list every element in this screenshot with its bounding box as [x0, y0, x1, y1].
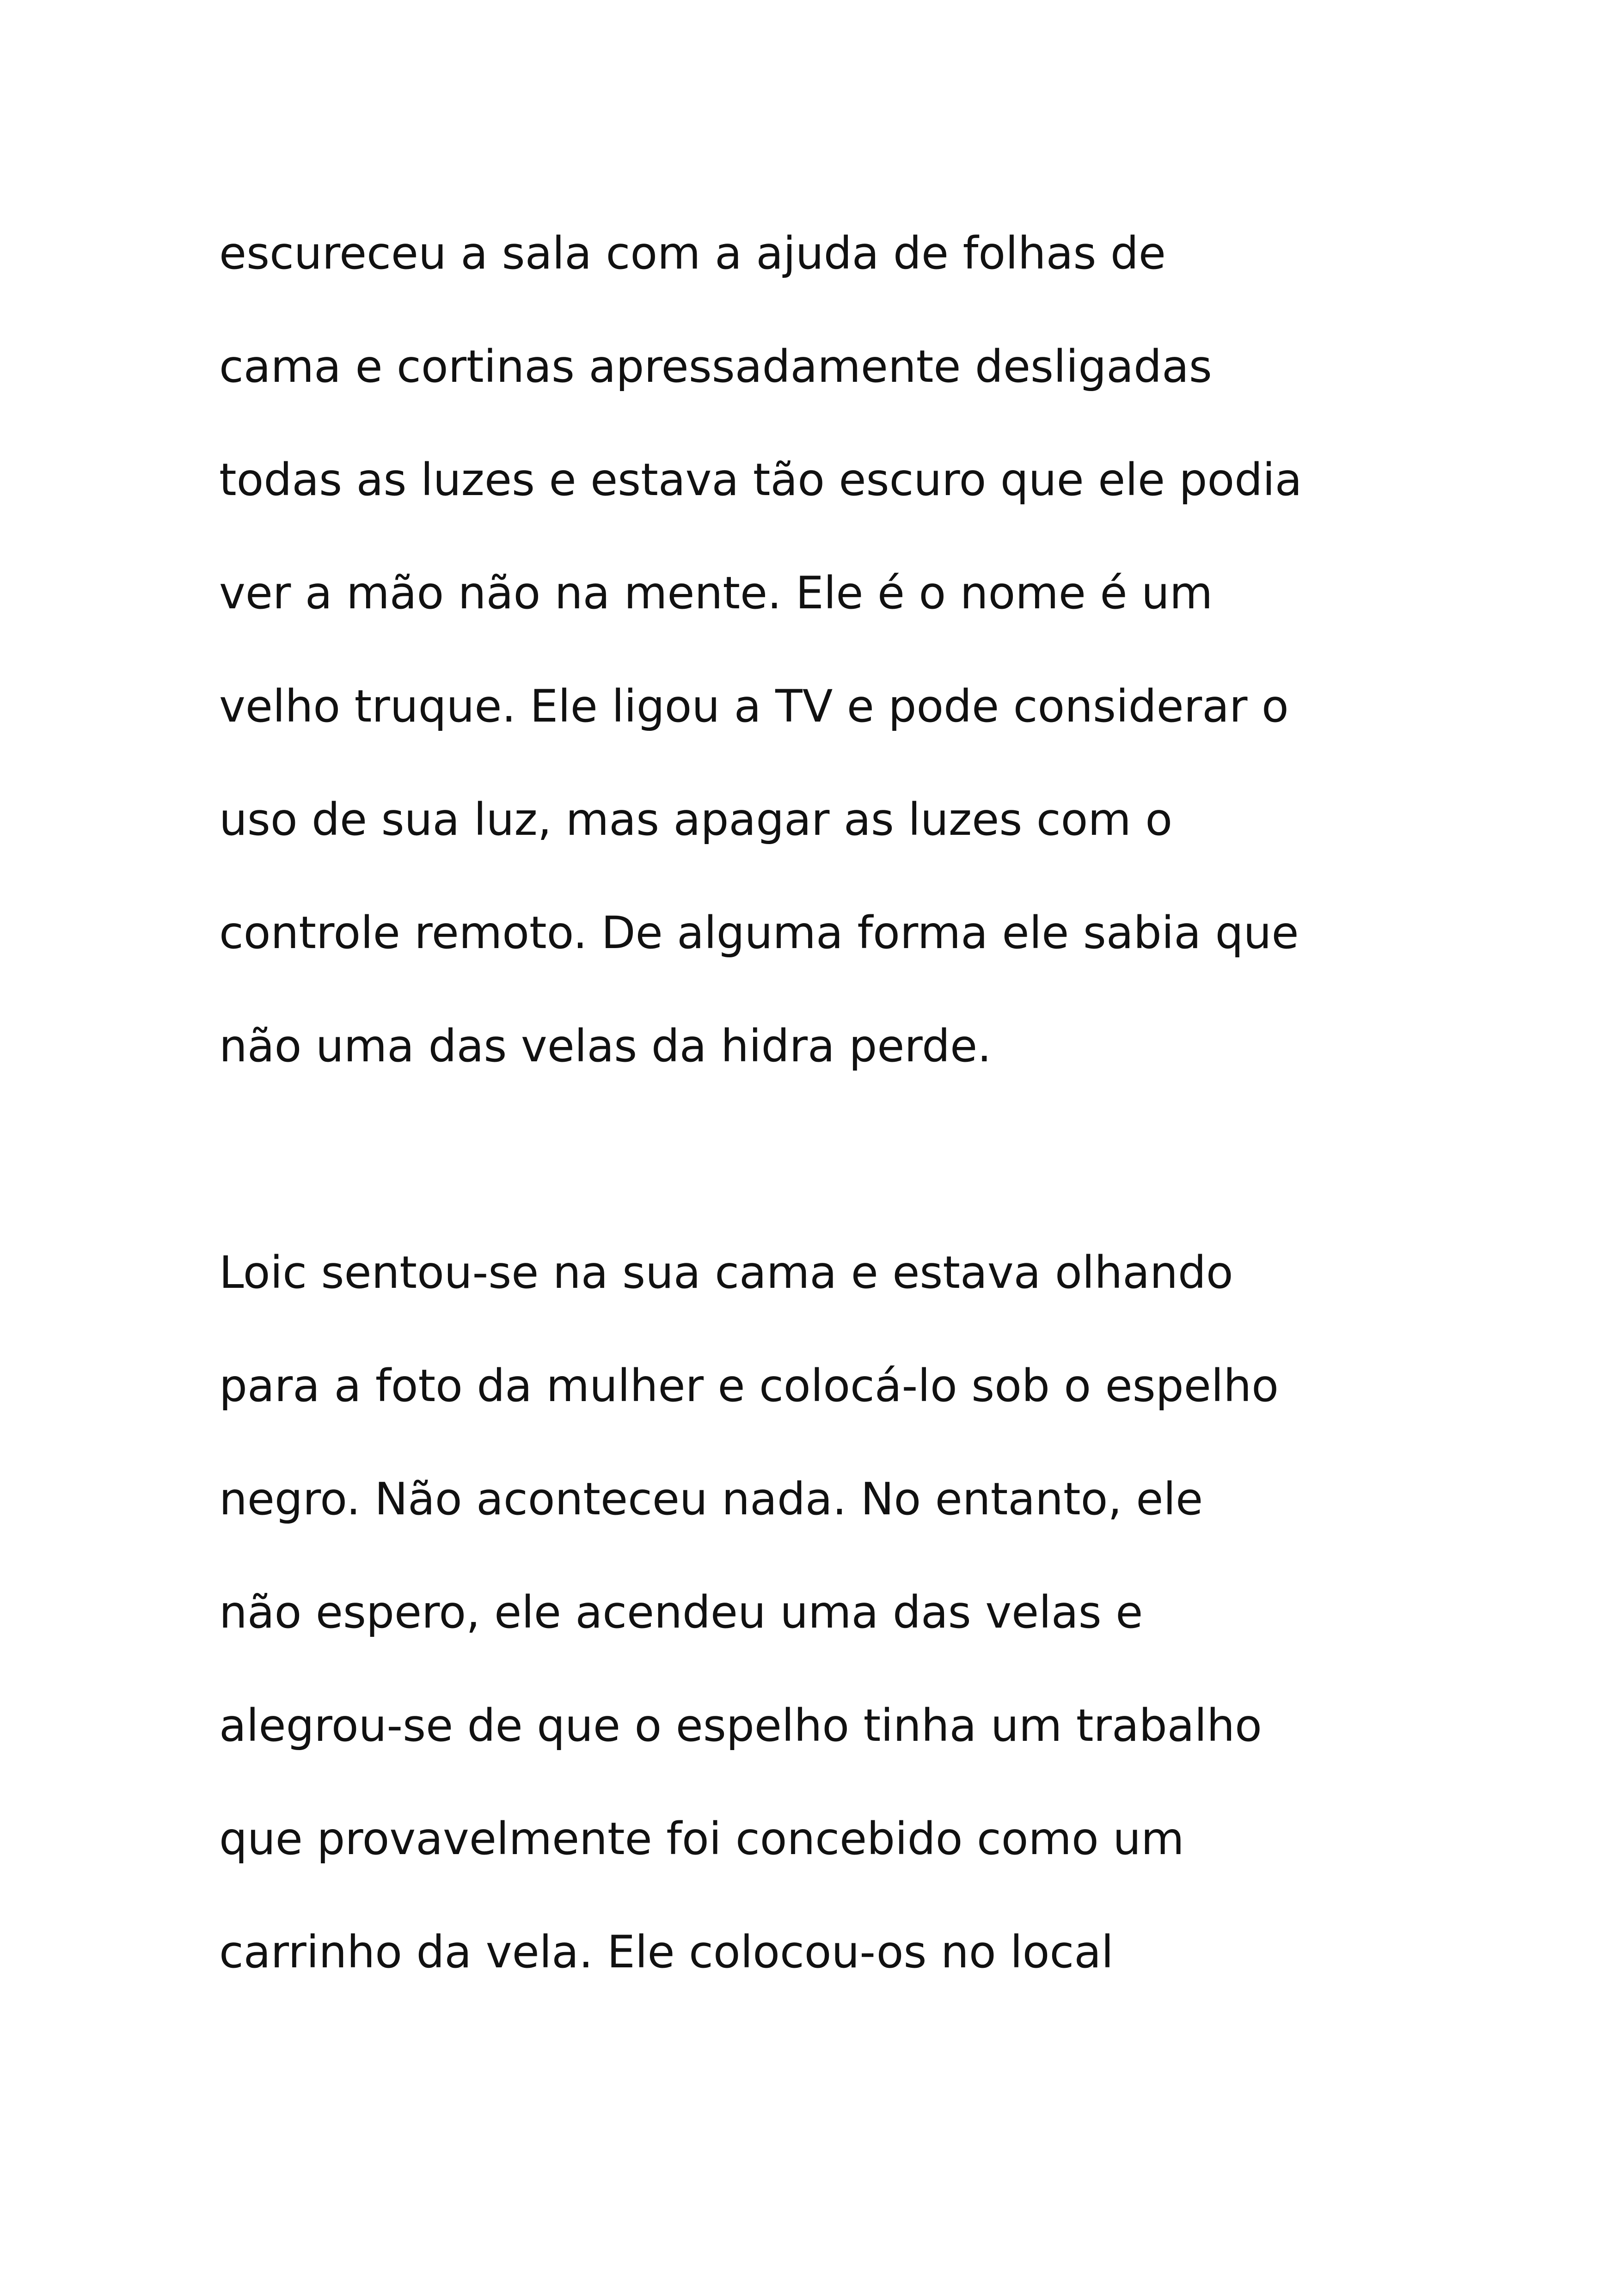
text-line: Loic sentou-se na sua cama e estava olhando	[219, 1247, 1233, 1298]
text-line: escureceu a sala com a ajuda de folhas de	[219, 227, 1166, 279]
text-line: alegrou-se de que o espelho tinha um trabalho	[219, 1700, 1262, 1751]
text-line: carrinho da vela. Ele colocou-os no local	[219, 1926, 1114, 1978]
text-line: não espero, ele acendeu uma das velas e	[219, 1586, 1143, 1638]
text-line: ver a mão não na mente. Ele é o nome é um	[219, 567, 1213, 619]
text-line: que provavelmente foi concebido como um	[219, 1813, 1184, 1865]
text-line: controle remoto. De alguma forma ele sabia que	[219, 907, 1299, 959]
text-line: para a foto da mulher e colocá-lo sob o espelho	[219, 1360, 1279, 1412]
text-line: cama e cortinas apressadamente desligadas	[219, 341, 1212, 392]
text-line: negro. Não aconteceu nada. No entanto, ele	[219, 1473, 1203, 1525]
text-line: todas as luzes e estava tão escuro que ele podia	[219, 454, 1302, 506]
text-line: uso de sua luz, mas apagar as luzes com o	[219, 794, 1173, 845]
text-line: não uma das velas da hidra perde.	[219, 1020, 992, 1072]
text-line: velho truque. Ele ligou a TV e pode considerar o	[219, 680, 1289, 732]
